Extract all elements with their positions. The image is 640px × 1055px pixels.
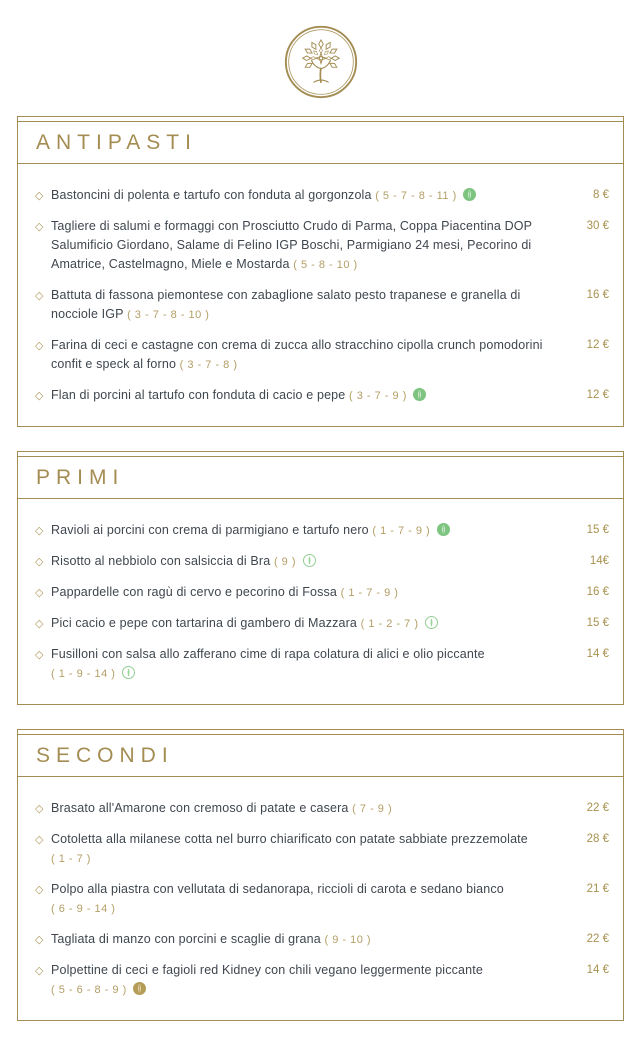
dish-price: 8 € (593, 189, 609, 201)
diamond-bullet-icon: ◇ (35, 339, 44, 352)
diamond-bullet-icon: ◇ (35, 933, 44, 946)
diamond-bullet-icon: ◇ (35, 617, 44, 630)
tree-mandala-logo-icon (283, 24, 359, 100)
diamond-bullet-icon: ◇ (35, 524, 44, 537)
menu-item-row (35, 552, 609, 572)
diamond-bullet-icon: ◇ (35, 220, 44, 233)
menu-item-text (51, 552, 561, 572)
menu-item-row (35, 880, 609, 919)
logo-container (17, 10, 624, 116)
vegan-solid-gold-circle-icon (133, 982, 146, 995)
allergen-numbers: ( 1 - 2 - 7 ) (360, 618, 419, 630)
dish-name: Cotoletta alla milanese cotta nel burro chiarificato con patate sabbiate prezzemolate (51, 832, 528, 846)
dish-price: 21 € (586, 883, 609, 895)
dish-name: Flan di porcini al tartufo con fonduta di cacio e pepe (51, 388, 350, 402)
vegetarian-solid-green-circle-icon (463, 188, 476, 201)
diamond-bullet-icon: ◇ (35, 648, 44, 661)
menu-item-row (35, 614, 609, 634)
menu-item-row (35, 521, 609, 541)
allergen-numbers: ( 3 - 7 - 8 - 10 ) (127, 309, 210, 321)
section-header (18, 122, 623, 164)
menu-sections (17, 116, 624, 1021)
allergen-numbers: ( 1 - 7 ) (51, 853, 91, 865)
allergen-numbers: ( 1 - 7 - 9 ) (372, 525, 431, 537)
menu-item-row (35, 186, 609, 206)
diamond-bullet-icon: ◇ (35, 189, 44, 202)
menu-item-row (35, 217, 609, 275)
dish-price: 28 € (586, 833, 609, 845)
menu-item-row (35, 386, 609, 406)
menu-item-text (51, 521, 561, 541)
diamond-bullet-icon: ◇ (35, 586, 44, 599)
dish-name: Pici cacio e pepe con tartarina di gambero di Mazzara (51, 616, 361, 630)
allergen-numbers: ( 5 - 7 - 8 - 11 ) (375, 190, 457, 202)
dish-name: Fusilloni con salsa allo zafferano cime di rapa colatura di alici e olio piccante (51, 647, 485, 661)
diamond-bullet-icon: ◇ (35, 389, 44, 402)
menu-item-text (51, 286, 561, 325)
menu-item-row (35, 645, 609, 684)
vegetarian-outline-green-circle-icon (122, 666, 135, 679)
menu-section-primi (17, 451, 624, 705)
menu-item-row (35, 336, 609, 375)
dish-name: Pappardelle con ragù di cervo e pecorino di Fossa (51, 585, 341, 599)
allergen-numbers: ( 5 - 6 - 8 - 9 ) (51, 984, 127, 996)
allergen-numbers: ( 1 - 9 - 14 ) (51, 668, 116, 680)
menu-section-secondi (17, 729, 624, 1021)
dish-name: Polpettine di ceci e fagioli red Kidney con chili vegano leggermente piccante (51, 963, 483, 977)
vegetarian-solid-green-circle-icon (413, 388, 426, 401)
section-title: PRIMI (36, 466, 125, 489)
menu-item-text (51, 583, 561, 603)
dish-name: Polpo alla piastra con vellutata di sedanorapa, riccioli di carota e sedano bianco (51, 882, 504, 896)
section-body (18, 777, 623, 1020)
menu-item-text (51, 614, 561, 634)
vegetarian-solid-green-circle-icon (437, 523, 450, 536)
vegetarian-outline-green-circle-icon (425, 616, 438, 629)
dish-price: 16 € (586, 586, 609, 598)
vegetarian-outline-green-circle-icon (303, 554, 316, 567)
diamond-bullet-icon: ◇ (35, 802, 44, 815)
menu-item-text (51, 186, 561, 206)
section-title: ANTIPASTI (36, 131, 197, 154)
menu-item-row (35, 583, 609, 603)
dish-name: Farina di ceci e castagne con crema di zucca allo stracchino cipolla crunch pomodorini confit e speck al forno (51, 338, 543, 371)
dish-price: 14 € (586, 648, 609, 660)
menu-item-text (51, 930, 561, 950)
diamond-bullet-icon: ◇ (35, 883, 44, 896)
menu-item-row (35, 930, 609, 950)
dish-price: 15 € (586, 617, 609, 629)
menu-item-row (35, 961, 609, 1000)
diamond-bullet-icon: ◇ (35, 555, 44, 568)
menu-section-antipasti (17, 116, 624, 427)
menu-item-text (51, 386, 561, 406)
dish-price: 14 € (586, 964, 609, 976)
allergen-numbers: ( 9 ) (273, 556, 296, 568)
menu-item-text (51, 217, 561, 275)
menu-item-row (35, 830, 609, 869)
section-body (18, 164, 623, 426)
dish-name: Tagliata di manzo con porcini e scaglie di grana (51, 932, 325, 946)
allergen-numbers: ( 7 - 9 ) (352, 803, 393, 815)
diamond-bullet-icon: ◇ (35, 964, 44, 977)
dish-name: Ravioli ai porcini con crema di parmigiano e tartufo nero (51, 523, 373, 537)
dish-price: 16 € (586, 289, 609, 301)
menu-item-text (51, 645, 561, 684)
diamond-bullet-icon: ◇ (35, 833, 44, 846)
dish-price: 14€ (589, 555, 609, 567)
menu-item-text (51, 830, 561, 869)
dish-price: 15 € (586, 524, 609, 536)
allergen-numbers: ( 6 - 9 - 14 ) (51, 903, 116, 915)
dish-price: 30 € (586, 220, 609, 232)
dish-price: 22 € (586, 933, 609, 945)
dish-price: 22 € (586, 802, 609, 814)
allergen-numbers: ( 9 - 10 ) (324, 934, 372, 946)
diamond-bullet-icon: ◇ (35, 289, 44, 302)
menu-item-row (35, 286, 609, 325)
section-title: SECONDI (36, 744, 174, 767)
allergen-numbers: ( 3 - 7 - 8 ) (179, 359, 238, 371)
menu-item-row (35, 799, 609, 819)
allergen-numbers: ( 1 - 7 - 9 ) (340, 587, 399, 599)
menu-item-text (51, 961, 561, 1000)
section-header (18, 457, 623, 499)
dish-name: Brasato all'Amarone con cremoso di patate e casera (51, 801, 353, 815)
dish-price: 12 € (586, 389, 609, 401)
dish-name: Tagliere di salumi e formaggi con Prosciutto Crudo di Parma, Coppa Piacentina DOP Salumificio Giordano, Salame di Felino IGP Boschi, Parmigiano 24 mesi, Pecorino di Amatrice, Castelmagno, Miele e Mostarda (51, 219, 532, 271)
menu-item-text (51, 799, 561, 819)
dish-price: 12 € (586, 339, 609, 351)
dish-name: Risotto al nebbiolo con salsiccia di Bra (51, 554, 274, 568)
section-header (18, 735, 623, 777)
menu-item-text (51, 880, 561, 919)
menu-item-text (51, 336, 561, 375)
allergen-numbers: ( 3 - 7 - 9 ) (349, 390, 407, 402)
section-body (18, 499, 623, 704)
dish-name: Battuta di fassona piemontese con zabaglione salato pesto trapanese e granella di nocciole IGP (51, 288, 521, 321)
dish-name: Bastoncini di polenta e tartufo con fonduta al gorgonzola (51, 188, 376, 202)
allergen-numbers: ( 5 - 8 - 10 ) (293, 259, 358, 271)
